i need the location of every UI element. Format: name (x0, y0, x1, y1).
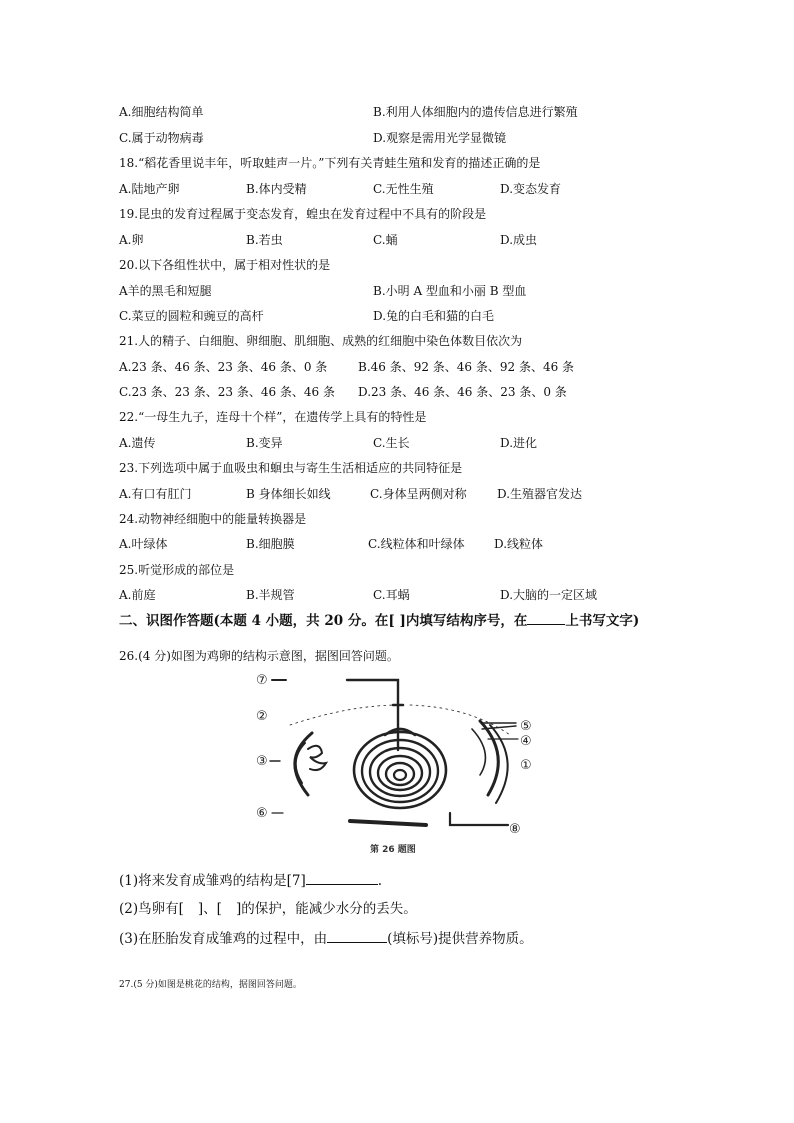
q22-option-b: B.变异 (246, 436, 283, 450)
q25-option-d: D.大脑的一定区域 (500, 588, 598, 602)
q20-stem: 20.以下各组性状中，属于相对性状的是 (119, 258, 331, 272)
q17-option-d: D.观察是需用光学显微镜 (373, 131, 507, 145)
q26-sub2-text-c: ]的保护，能减少水分的丢失。 (235, 901, 417, 917)
q18-option-d: D.变态发育 (500, 182, 562, 196)
q26-sub1-end: . (377, 873, 383, 889)
q17-option-b: B.利用人体细胞内的遗传信息进行繁殖 (373, 105, 578, 119)
q21-option-d: D.23 条、46 条、46 条、23 条、0 条 (358, 385, 567, 399)
q26-sub1-blank (306, 872, 378, 885)
q26-sub1-text: (1)将来发育成雏鸡的结构是[7] (119, 873, 306, 889)
label-5: ⑤ (520, 719, 532, 734)
q25-option-a: A.前庭 (119, 588, 156, 602)
q24-option-a: A.叶绿体 (119, 537, 168, 551)
q27-stem: 27.(5 分)如图是桃花的结构，据图回答问题。 (119, 980, 302, 990)
q24-option-c: C.线粒体和叶绿体 (368, 537, 465, 551)
q19-stem: 19.昆虫的发育过程属于变态发育，蝗虫在发育过程中不具有的阶段是 (119, 207, 487, 221)
label-4: ④ (520, 734, 532, 749)
q19-option-c: C.蛹 (373, 233, 398, 247)
q26-sub2-text-a: (2)鸟卵有[ (119, 901, 184, 917)
yolk-rings (354, 729, 446, 808)
q26-stem: 26.(4 分)如图为鸡卵的结构示意图，据图回答问题。 (119, 649, 399, 663)
q23-option-a: A.有口有肛门 (119, 487, 192, 501)
q23-option-b: B 身体细长如线 (246, 487, 331, 501)
q24-stem: 24.动物神经细胞中的能量转换器是 (119, 512, 307, 526)
figure-caption: 第 26 题图 (370, 845, 416, 855)
q21-option-c: C.23 条、23 条、23 条、46 条、46 条 (119, 385, 335, 399)
q26-sub2 (119, 901, 417, 917)
q22-option-c: C.生长 (373, 436, 410, 450)
section-2-title-part-b: 上书写文字) (565, 613, 640, 629)
q24-option-d: D.线粒体 (494, 537, 544, 551)
label-3: ③ (256, 754, 268, 769)
q22-option-d: D.进化 (500, 436, 538, 450)
q26-sub2-text-b: ]、[ (197, 901, 222, 917)
q26-sub3-text-a: (3)在胚胎发育成雏鸡的过程中，由 (119, 931, 328, 947)
label-6: ⑥ (256, 806, 268, 821)
q18-option-a: A.陆地产卵 (119, 182, 180, 196)
label-2: ② (256, 709, 268, 724)
section-2-title (119, 612, 639, 629)
egg-structure-diagram (250, 665, 550, 860)
q26-sub3 (119, 930, 533, 947)
q22-option-a: A.遗传 (119, 436, 156, 450)
q18-option-b: B.体内受精 (246, 182, 307, 196)
q25-option-b: B.半规管 (246, 588, 295, 602)
q26-sub3-text-b: (填标号)提供营养物质。 (387, 931, 533, 947)
q25-stem: 25.听觉形成的部位是 (119, 563, 235, 577)
label-7: ⑦ (256, 673, 268, 688)
q21-option-b: B.46 条、92 条、46 条、92 条、46 条 (358, 360, 575, 374)
q22-stem: 22.“一母生九子，连母十个样”，在遗传学上具有的特性是 (119, 410, 427, 424)
q18-option-c: C.无性生殖 (373, 182, 434, 196)
q20-option-c: C.菜豆的圆粒和豌豆的高杆 (119, 309, 264, 323)
q19-option-d: D.成虫 (500, 233, 538, 247)
section-2-title-part-a: 二、识图作答题(本题 4 小题，共 20 分。在[ ]内填写结构序号，在 (119, 613, 528, 629)
q23-option-c: C.身体呈两侧对称 (370, 487, 467, 501)
q26-sub1 (119, 872, 382, 889)
q26-sub3-blank (327, 930, 387, 943)
q23-stem: 23.下列选项中属于血吸虫和蛔虫与寄生生活相适应的共同特征是 (119, 461, 463, 475)
q21-option-a: A.23 条、46 条、23 条、46 条、0 条 (119, 360, 328, 374)
q24-option-b: B.细胞膜 (246, 537, 295, 551)
q23-option-d: D.生殖器官发达 (497, 487, 583, 501)
label-1: ① (520, 758, 532, 773)
q17-option-c: C.属于动物病毒 (119, 131, 204, 145)
q18-stem: 18.“稻花香里说丰年，听取蛙声一片。”下列有关青蛙生殖和发育的描述正确的是 (119, 156, 541, 170)
q20-option-d: D.兔的白毛和猫的白毛 (373, 309, 495, 323)
q20-option-b: B.小明 A 型血和小丽 B 型血 (373, 284, 527, 298)
q19-option-a: A.卵 (119, 233, 144, 247)
label-8: ⑧ (509, 822, 521, 837)
q21-stem: 21.人的精子、白细胞、卵细胞、肌细胞、成熟的红细胞中染色体数目依次为 (119, 334, 523, 348)
q17-option-a: A.细胞结构简单 (119, 105, 204, 119)
q25-option-c: C.耳蜗 (373, 588, 410, 602)
section-2-title-blank (527, 612, 565, 625)
q19-option-b: B.若虫 (246, 233, 283, 247)
q20-option-a: A羊的黑毛和短腿 (119, 284, 212, 298)
